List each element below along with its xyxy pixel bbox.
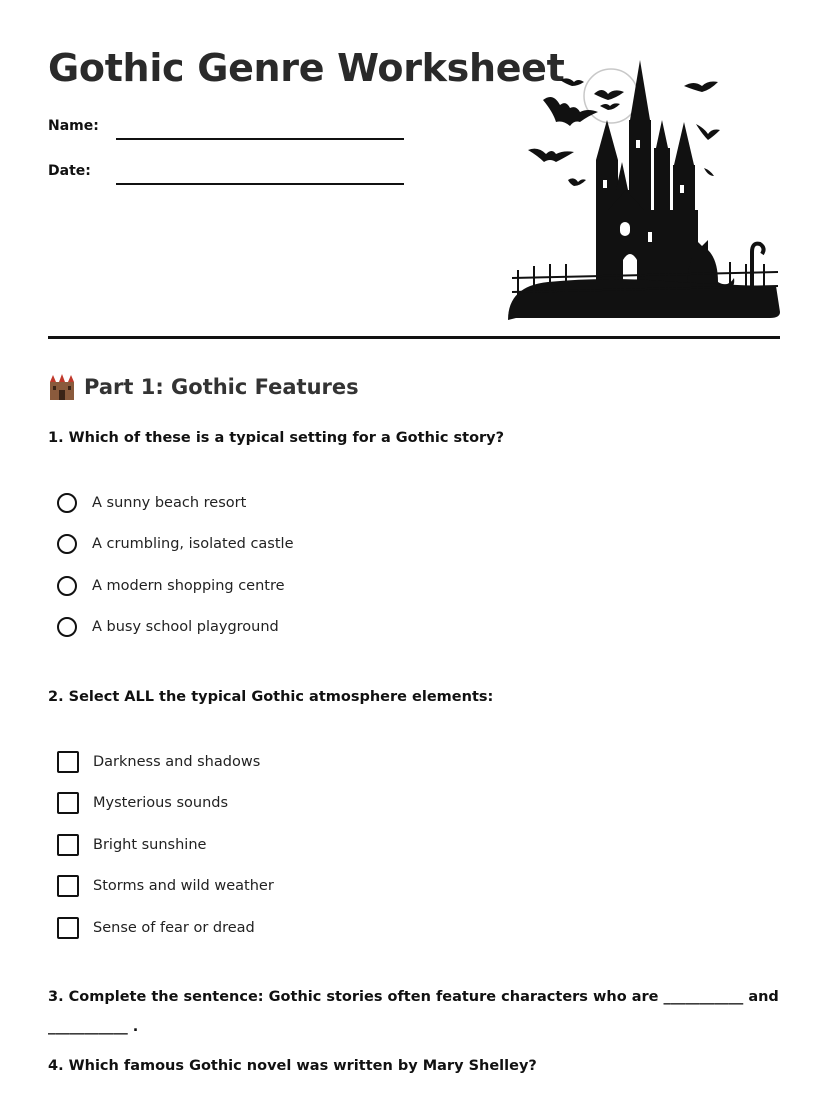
q2-option-3[interactable]	[57, 832, 206, 858]
radio-button[interactable]	[57, 493, 77, 513]
name-field[interactable]	[116, 138, 404, 140]
question-4: 4. Which famous Gothic novel was written by Mary Shelley?	[48, 1058, 537, 1074]
option-label: A crumbling, isolated castle	[92, 536, 294, 552]
q2-option-5[interactable]	[57, 915, 255, 941]
q1-option-3[interactable]	[57, 573, 285, 599]
name-label: Name:	[48, 118, 99, 134]
q2-option-2[interactable]	[57, 790, 228, 816]
option-label: Sense of fear or dread	[93, 920, 255, 936]
q2-option-1[interactable]	[57, 749, 260, 775]
checkbox[interactable]	[57, 751, 79, 773]
question-1: 1. Which of these is a typical setting for a Gothic story?	[48, 430, 505, 446]
haunted-castle-illustration	[508, 50, 782, 320]
option-label: A modern shopping centre	[92, 578, 285, 594]
worksheet-title: Gothic Genre Worksheet	[48, 46, 565, 90]
date-label: Date:	[48, 163, 91, 179]
option-label: Bright sunshine	[93, 837, 207, 853]
checkbox[interactable]	[57, 792, 79, 814]
question-3: 3. Complete the sentence: Gothic stories often feature characters who are ___________ and ___________ .	[48, 989, 779, 1035]
date-field[interactable]	[116, 183, 404, 185]
section-divider	[48, 336, 780, 339]
part-1-title: Part 1: Gothic Features	[84, 375, 359, 399]
option-label: Darkness and shadows	[93, 754, 261, 770]
radio-button[interactable]	[57, 534, 77, 554]
radio-button[interactable]	[57, 576, 77, 596]
checkbox[interactable]	[57, 917, 79, 939]
option-label: Mysterious sounds	[93, 795, 229, 811]
part-1-heading	[48, 374, 359, 400]
q1-option-4[interactable]	[57, 614, 279, 640]
radio-button[interactable]	[57, 617, 77, 637]
option-label: Storms and wild weather	[93, 878, 274, 894]
option-label: A sunny beach resort	[92, 495, 247, 511]
q2-option-4[interactable]	[57, 873, 274, 899]
castle-icon	[48, 374, 76, 400]
q1-option-2[interactable]	[57, 531, 294, 557]
checkbox[interactable]	[57, 875, 79, 897]
q1-option-1[interactable]	[57, 490, 246, 516]
checkbox[interactable]	[57, 834, 79, 856]
option-label: A busy school playground	[92, 619, 279, 635]
question-2: 2. Select ALL the typical Gothic atmosphere elements:	[48, 689, 494, 705]
